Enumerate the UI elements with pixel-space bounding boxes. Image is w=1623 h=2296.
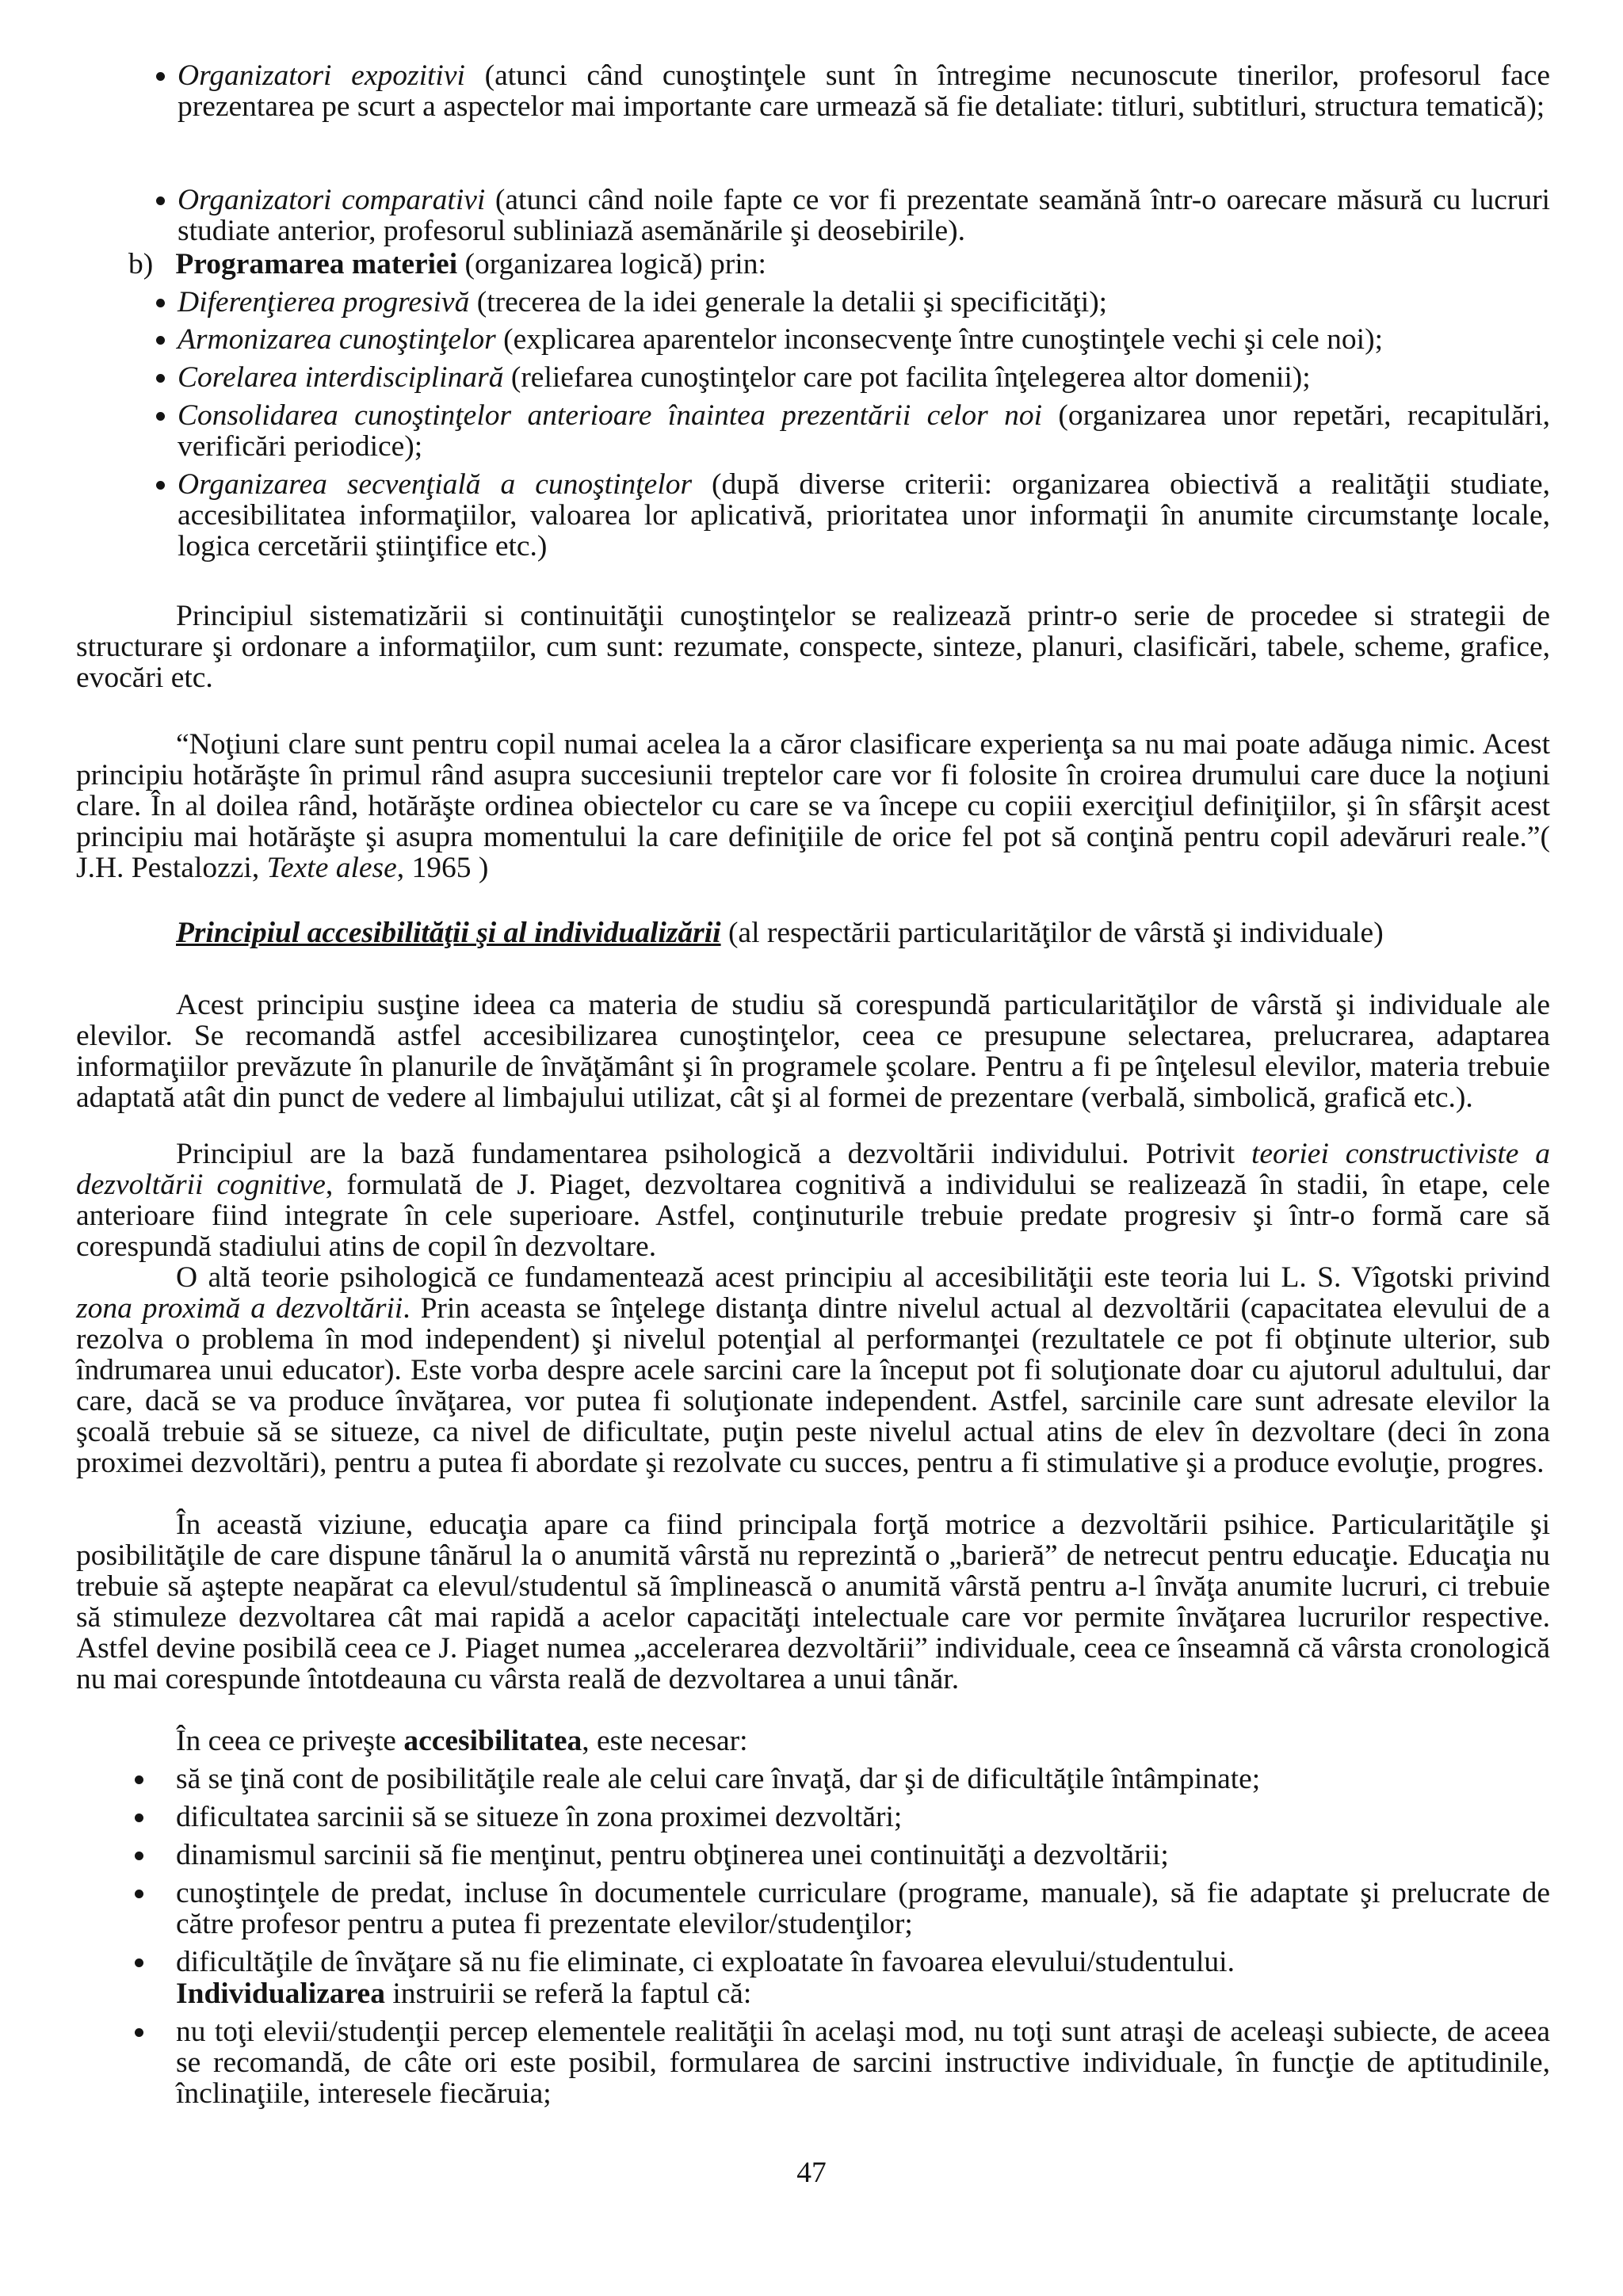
text-b: . Prin aceasta se înţelege distanţa dintre nivelul actual al dezvoltării (capacitatea elevului de a rezolva o problema în mod independent) şi nivelul potenţial al performanţei (rezultatele ce pot fi obţinute ulterior, sub îndrumarea unui educator). Este vorba despre acele sarcini care la început pot fi soluţionate doar cu ajutorul adultului, dar care, dacă se va produce învăţarea, vor putea fi soluţionate independent. Astfel, sarcinile care sunt adresate elevilor la şcoală trebuie să se situeze, ca nivel de dificultate, puţin peste nivelul actual atins de elev în dezvoltare (deci în zona proximei dezvoltări), pentru a putea fi abordate şi rezolvate cu succes, pentru a fi stimulative şi a produce evoluţie, progres. — [76, 1292, 1550, 1479]
title: Individualizarea — [176, 1978, 385, 2010]
accesibilitatea-intro — [176, 1726, 1550, 1756]
paragraph-sistematizare: Principiul sistematizării si continuităţii cunoştinţelor se realizează printr-o serie de procedee si strategii de structurare şi ordonare a informaţiilor, cum sunt: rezumate, conspecte, sinteze, planuri, clasificări, tabele, scheme, grafice, evocări etc. — [76, 600, 1550, 694]
text: (reliefarea cunoştinţelor care pot facilita înţelegerea altor domenii); — [503, 361, 1311, 394]
bullet-organizatori-expozitivi — [178, 60, 1550, 122]
term: Armonizarea cunoştinţelor — [178, 323, 496, 356]
bullet-corelarea — [178, 362, 1550, 393]
bullet-organizarea-secventiala — [178, 469, 1550, 562]
paragraph-accesibilitate: Acest principiu susţine ideea ca materia de studiu să corespundă particularităţilor de vârstă şi individuale ale elevilor. Se recomandă astfel accesibilizarea cunoştinţelor, ceea ce presupune selectarea, prelucrarea, adaptarea informaţiilor prevăzute în planurile de învăţământ şi în programele şcolare. Pentru a fi pe înţelesul elevilor, materia trebuie adaptată atât din punct de vedere al limbajului utilizat, cât şi al formei de prezentare (verbală, simbolică, grafică etc.). — [76, 989, 1550, 1114]
term: Organizatori comparativi — [178, 184, 486, 216]
term: Diferenţierea progresivă — [178, 286, 470, 318]
text: (trecerea de la idei generale la detalii şi specificităţi); — [469, 286, 1108, 318]
text: (explicarea aparentelor inconsecvenţe între cunoştinţele vechi şi cele noi); — [495, 323, 1383, 356]
bullet-consolidarea — [178, 400, 1550, 462]
text: (atunci când cunoştinţele sunt în întregime necunoscute tinerilor, profesorul face prezentarea pe scurt a aspectelor mai importante care urmează să fie detaliate: titluri, subtitluri, structura tematică); — [178, 59, 1550, 123]
quote-end: , 1965 ) — [396, 852, 489, 884]
intro-c: , este necesar: — [582, 1725, 748, 1757]
text-b: , formulată de J. Piaget, dezvoltarea cognitivă a individului se realizează în stadii, în etape, cele anterioare fiind integrate în cele superioare. Astfel, conţinuturile trebuie predate progresiv şi într-o formă care să corespundă stadiului atins de copil în dezvoltare. — [76, 1169, 1550, 1263]
text-a: Principiul are la bază fundamentarea psihologică a dezvoltării individului. Potrivit — [176, 1138, 1251, 1170]
section-heading — [176, 917, 1550, 948]
bullet-armonizarea — [178, 324, 1550, 355]
text-em: teoriei constructiviste a dezvoltării cognitive — [76, 1138, 1551, 1201]
individualizarea-intro — [176, 1978, 1550, 2009]
term: Organizatori expozitivi — [178, 59, 465, 92]
paragraph-vigotski — [76, 1262, 1550, 1478]
text: (organizarea logică) prin: — [457, 248, 766, 280]
paragraph-viziune: În această viziune, educaţia apare ca fiind principala forţă motrice a dezvoltării psihice. Particularităţile şi posibilităţile de care dispune tânărul la o anumită vârstă nu reprezintă o „barieră” de netrecut pentru educaţie. Educaţia nu trebuie să aştepte neapărat ca elevul/studentul să împlinească o anumită vârstă pentru a-l învăţa anumite lucruri, ci trebuie să stimuleze dezvoltarea cât mai rapidă a acelor capacităţi intelectuale care vor permite învăţarea lucrurilor respective. Astfel devine posibilă ceea ce J. Piaget numea „accelerarea dezvoltării” individuale, ceea ce înseamnă că vârsta cronologică nu mai corespunde întotdeauna cu vârsta reală de dezvoltarea a unui tânăr. — [76, 1508, 1550, 1695]
intro-a: În ceea ce priveşte — [176, 1725, 404, 1757]
section-b-heading — [128, 249, 1550, 280]
access-item: dinamismul sarcinii să fie menţinut, pentru obţinerea unei continuităţi a dezvoltării; — [176, 1840, 1550, 1871]
text: (după diverse criterii: organizarea obiectivă a realităţii studiate, accesibilitatea informaţiilor, valoarea lor aplicativă, prioritatea unor informaţii în anumite circumstanţe locale, logica cercetării ştiinţifice etc.) — [178, 468, 1550, 563]
term: Consolidarea cunoştinţelor anterioare înaintea prezentării celor noi — [178, 399, 1043, 432]
title: Programarea materiei — [175, 248, 458, 280]
quote-pestalozzi — [76, 729, 1550, 883]
access-item: cunoştinţele de predat, incluse în documentele curriculare (programe, manuale), să fie adaptate şi prelucrate de către profesor pentru a putea fi prezentate elevilor/studenţilor; — [176, 1877, 1550, 1940]
text-em: zona proximă a dezvoltării — [76, 1292, 403, 1325]
access-item: dificultăţile de învăţare să nu fie eliminate, ci exploatate în favoarea elevului/studentului. — [176, 1947, 1550, 1978]
heading-rest: (al respectării particularităţilor de vârstă şi individuale) — [720, 917, 1384, 949]
access-item: dificultatea sarcinii să se situeze în zona proximei dezvoltări; — [176, 1802, 1550, 1833]
text: (atunci când noile fapte ce vor fi prezentate seamănă într-o oarecare măsură cu lucruri studiate anterior, profesorul subliniază asemănările şi deosebirile). — [178, 184, 1550, 247]
page-number: 47 — [796, 2157, 827, 2189]
bullet-diferentierea — [178, 287, 1550, 318]
text: (organizarea unor repetări, recapitulări, verificări periodice); — [178, 399, 1550, 463]
heading-title: Principiul accesibilităţii şi al individualizării — [176, 917, 721, 949]
text-a: O altă teorie psihologică ce fundamentează acest principiu al accesibilităţii este teoria lui L. S. Vîgotski privind — [176, 1261, 1550, 1294]
quote-text: “Noţiuni clare sunt pentru copil numai acelea la a căror clasificare experienţa sa nu mai poate adăuga nimic. Acest principiu hotărăşte în primul rând asupra succesiunii treptelor care vor fi folosite în croirea drumului care duce la noţiuni clare. În al doilea rând, hotărăşte ordinea obiectelor cu care se va începe cu copiii exerciţiul definiţiilor, şi în sfârşit acest principiu mai hotărăşte şi asupra momentului la care definiţiile de orice fel pot să conţină pentru copil adevăruri reale.”( J.H. Pestalozzi, — [76, 728, 1550, 884]
access-item: să se ţină cont de posibilităţile reale ale celui care învaţă, dar şi de dificultăţile întâmpinate; — [176, 1764, 1550, 1794]
term: Organizarea secvenţială a cunoştinţelor — [178, 468, 693, 501]
paragraph-piaget — [76, 1138, 1550, 1262]
quote-book: Texte alese — [266, 852, 397, 884]
intro-b: accesibilitatea — [403, 1725, 582, 1757]
bullet-organizatori-comparativi — [178, 185, 1550, 246]
rest: instruirii se referă la faptul că: — [384, 1978, 752, 2010]
marker: b) — [128, 248, 154, 280]
term: Corelarea interdisciplinară — [178, 361, 504, 394]
indiv-item: nu toţi elevii/studenţii percep elementele realităţii în acelaşi mod, nu toţi sunt atraşi de aceleaşi subiecte, de aceea se recomandă, de câte ori este posibil, formularea de sarcini instructive individuale, în funcţie de aptitudinile, înclinaţiile, interesele fiecăruia; — [176, 2016, 1550, 2110]
